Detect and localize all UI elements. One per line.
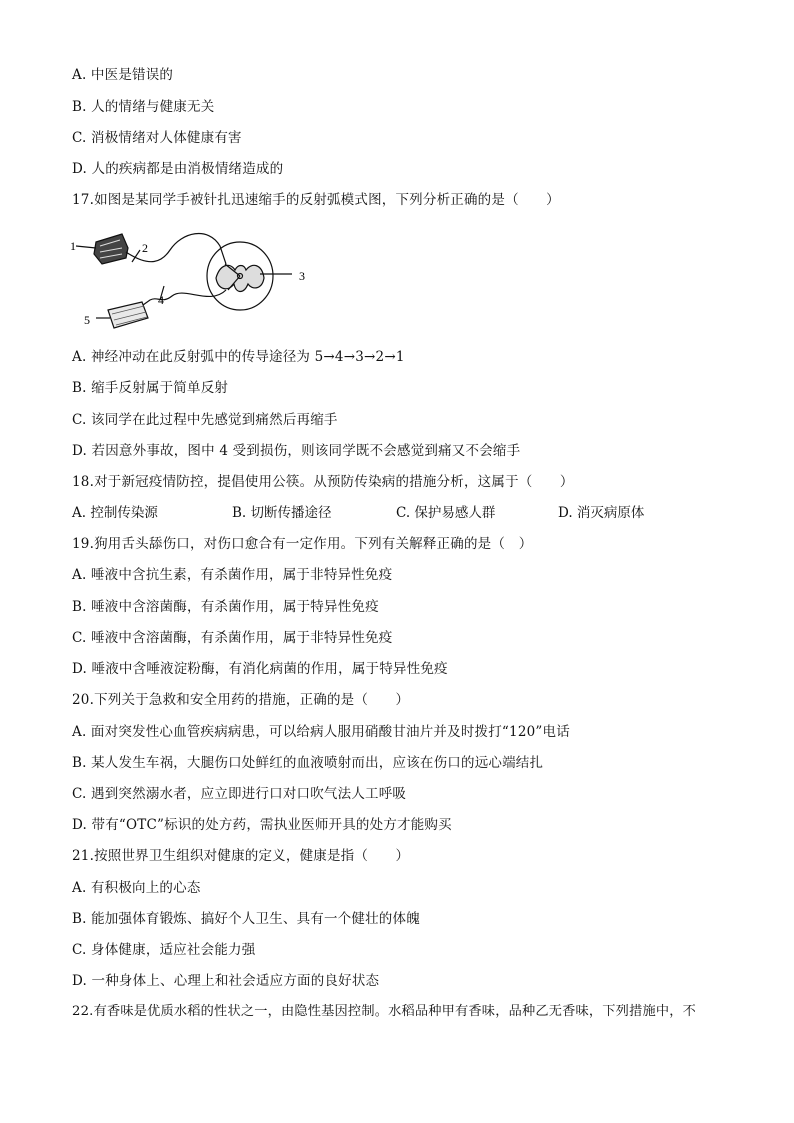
q21-option-c: C. 身体健康，适应社会能力强 [72, 942, 256, 958]
label-2: 2 [142, 241, 148, 255]
q21-option-a: A. 有积极向上的心态 [72, 880, 201, 896]
q20-option-c: C. 遇到突然溺水者，应立即进行口对口吹气法人工呼吸 [72, 786, 407, 802]
q17-option-c: C. 该同学在此过程中先感觉到痛然后再缩手 [72, 412, 338, 428]
label-4: 4 [158, 293, 164, 307]
q19-option-d: D. 唾液中含唾液淀粉酶，有消化病菌的作用，属于特异性免疫 [72, 661, 448, 677]
label-1: 1 [70, 239, 76, 253]
q22-stem: 22.有香味是优质水稻的性状之一，由隐性基因控制。水稻品种甲有香味，品种乙无香味，下列措施中，不 [72, 1004, 697, 1019]
q20-option-a: A. 面对突发性心血管疾病病患，可以给病人服用硝酸甘油片并及时拨打“120”电话 [72, 724, 570, 740]
q18-option-a: A. 控制传染源 [72, 505, 158, 521]
q18-option-d: D. 消灭病原体 [558, 505, 645, 521]
reflex-arc-diagram [70, 228, 320, 332]
q18-stem: 18.对于新冠疫情防控，提倡使用公筷。从预防传染病的措施分析，这属于（ ） [72, 474, 574, 490]
q20-stem: 20.下列关于急救和安全用药的措施，正确的是（ ） [72, 692, 410, 708]
q17-option-d: D. 若因意外事故，图中 4 受到损伤，则该同学既不会感觉到痛又不会缩手 [72, 443, 521, 459]
q19-option-a: A. 唾液中含抗生素，有杀菌作用，属于非特异性免疫 [72, 567, 393, 583]
q18-option-c: C. 保护易感人群 [396, 505, 496, 521]
q21-stem: 21.按照世界卫生组织对健康的定义，健康是指（ ） [72, 848, 410, 864]
q18-options-row [72, 504, 712, 522]
q21-option-b: B. 能加强体育锻炼、搞好个人卫生、具有一个健壮的体魄 [72, 911, 420, 927]
q20-option-b: B. 某人发生车祸，大腿伤口处鲜红的血液喷射而出，应该在伤口的远心端结扎 [72, 755, 544, 771]
label-5: 5 [84, 313, 90, 327]
q16-option-d: D. 人的疾病都是由消极情绪造成的 [72, 161, 284, 177]
q18-option-b: B. 切断传播途径 [232, 505, 332, 521]
q17-option-b: B. 缩手反射属于简单反射 [72, 380, 229, 396]
q19-option-c: C. 唾液中含溶菌酶，有杀菌作用，属于非特异性免疫 [72, 630, 393, 646]
q21-option-d: D. 一种身体上、心理上和社会适应方面的良好状态 [72, 973, 380, 989]
label-3: 3 [299, 269, 305, 283]
q19-stem: 19.狗用舌头舔伤口，对伤口愈合有一定作用。下列有关解释正确的是（ ） [72, 536, 533, 552]
q16-option-c: C. 消极情绪对人体健康有害 [72, 130, 242, 146]
q17-option-a: A. 神经冲动在此反射弧中的传导途径为 5→4→3→2→1 [72, 349, 405, 365]
q20-option-d: D. 带有“OTC”标识的处方药，需执业医师开具的处方才能购买 [72, 817, 452, 833]
q17-stem: 17.如图是某同学手被针扎迅速缩手的反射弧模式图，下列分析正确的是（ ） [72, 192, 560, 208]
q16-option-b: B. 人的情绪与健康无关 [72, 99, 215, 115]
q16-option-a: A. 中医是错误的 [72, 67, 174, 83]
q19-option-b: B. 唾液中含溶菌酶，有杀菌作用，属于特异性免疫 [72, 599, 379, 615]
